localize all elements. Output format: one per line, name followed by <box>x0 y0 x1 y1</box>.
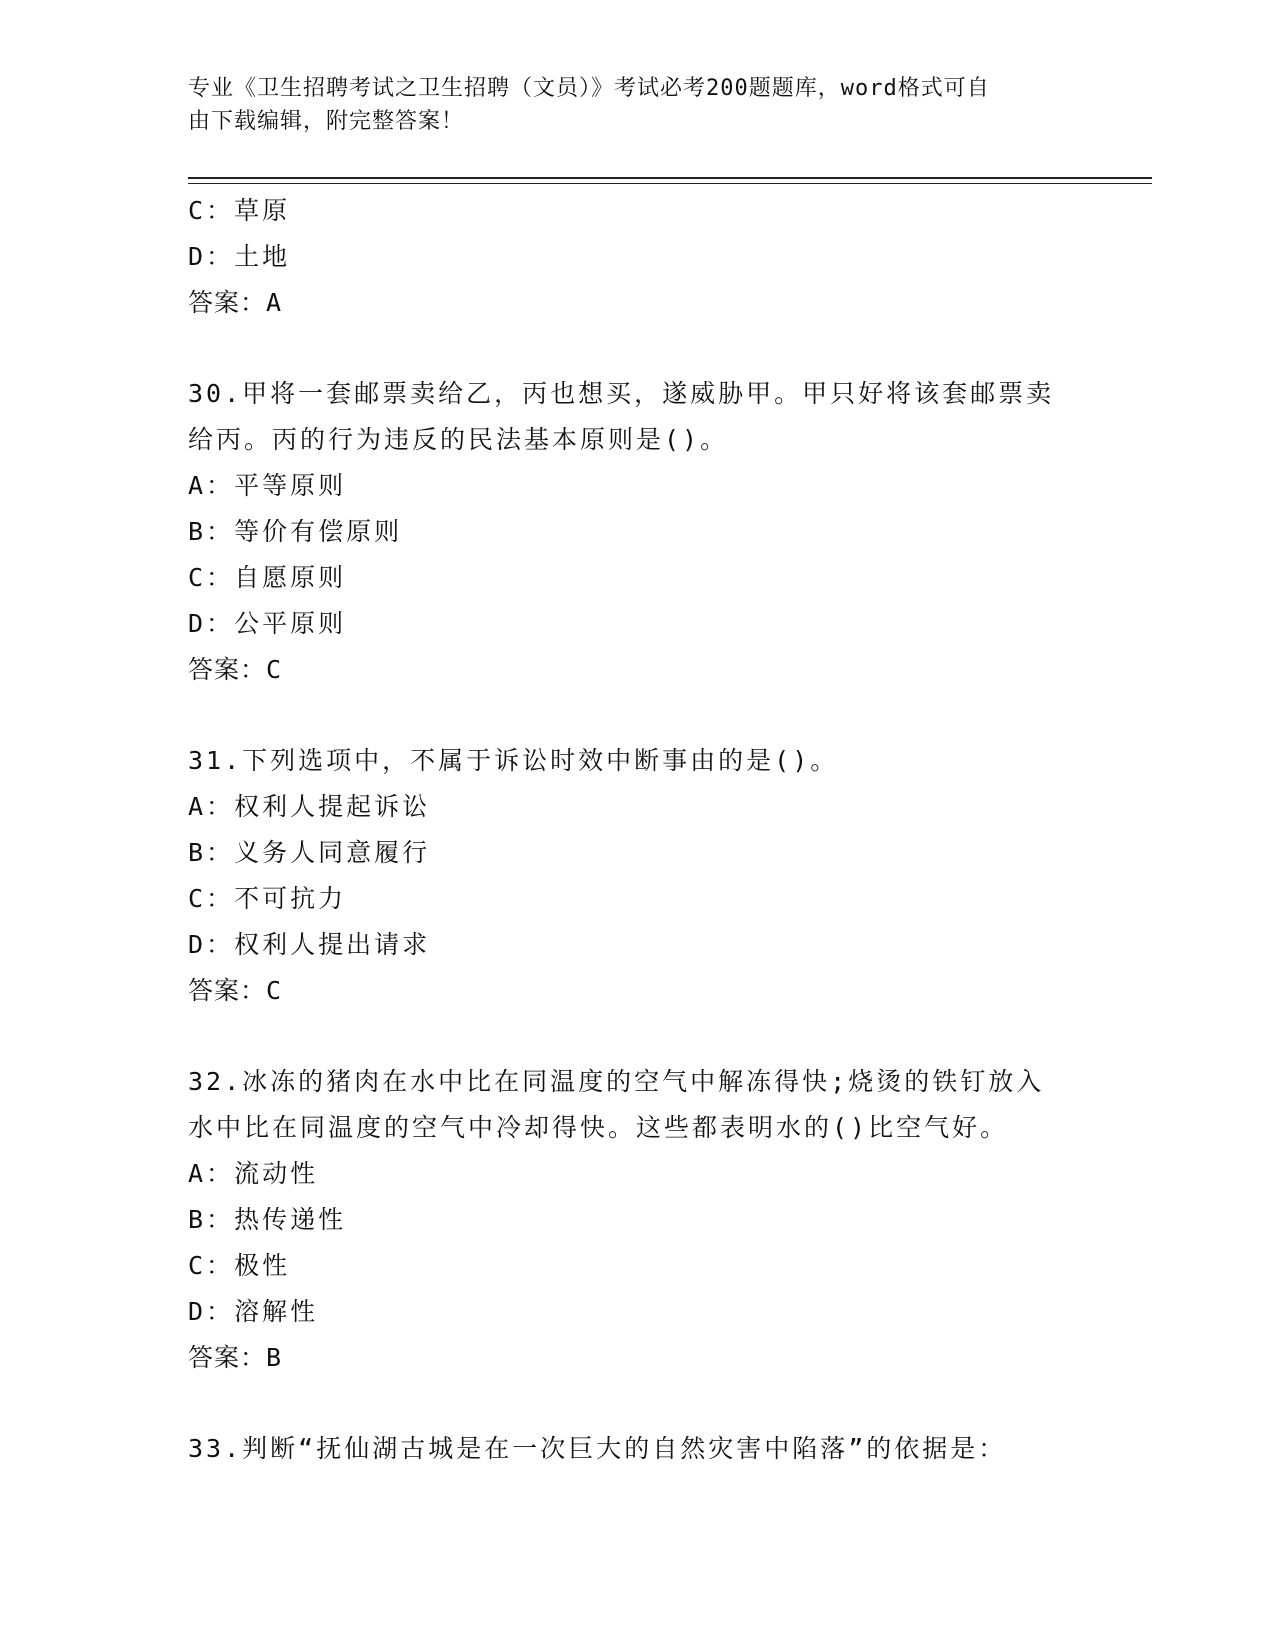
option-c: C：不可抗力 <box>188 884 347 913</box>
question-30 <box>188 371 1088 693</box>
option-d: D：土地 <box>188 242 291 271</box>
question-stem-line: 31.下列选项中，不属于诉讼时效中断事由的是()。 <box>188 746 839 775</box>
option-a: A：权利人提起诉讼 <box>188 792 431 821</box>
answer-line: 答案：B <box>188 1343 283 1372</box>
option-b: B：等价有偿原则 <box>188 517 403 546</box>
answer-line: 答案：A <box>188 288 283 317</box>
answer-line: 答案：C <box>188 655 283 684</box>
question-stem-line: 33.判断“抚仙湖古城是在一次巨大的自然灾害中陷落”的依据是： <box>188 1434 1007 1463</box>
option-d: D：溶解性 <box>188 1297 319 1326</box>
header-line-2: 由下载编辑，附完整答案！ <box>188 109 465 134</box>
option-d: D：权利人提出请求 <box>188 930 431 959</box>
option-c: C：草原 <box>188 196 291 225</box>
answer-line: 答案：C <box>188 976 283 1005</box>
option-b: B：义务人同意履行 <box>188 838 431 867</box>
header-divider-thin <box>188 183 1152 184</box>
document-header <box>188 72 1088 138</box>
question-33 <box>188 1426 1088 1472</box>
question-31 <box>188 738 1088 1014</box>
question-stem-line: 30.甲将一套邮票卖给乙，丙也想买，遂威胁甲。甲只好将该套邮票卖 <box>188 379 1055 408</box>
question-stem-line: 水中比在同温度的空气中冷却得快。这些都表明水的()比空气好。 <box>188 1113 1009 1142</box>
question-stem-line: 给丙。丙的行为违反的民法基本原则是()。 <box>188 425 729 454</box>
question-list <box>188 188 1088 1472</box>
question-32 <box>188 1059 1088 1381</box>
option-c: C：极性 <box>188 1251 291 1280</box>
previous-question-tail <box>188 188 1088 326</box>
option-a: A：平等原则 <box>188 471 347 500</box>
option-a: A：流动性 <box>188 1159 319 1188</box>
option-b: B：热传递性 <box>188 1205 347 1234</box>
header-line-1: 专业《卫生招聘考试之卫生招聘（文员）》考试必考200题题库，word格式可自 <box>188 76 990 101</box>
header-divider-thick <box>188 177 1152 179</box>
question-stem-line: 32.冰冻的猪肉在水中比在同温度的空气中解冻得快;烧烫的铁钉放入 <box>188 1067 1045 1096</box>
option-d: D：公平原则 <box>188 609 347 638</box>
option-c: C：自愿原则 <box>188 563 347 592</box>
